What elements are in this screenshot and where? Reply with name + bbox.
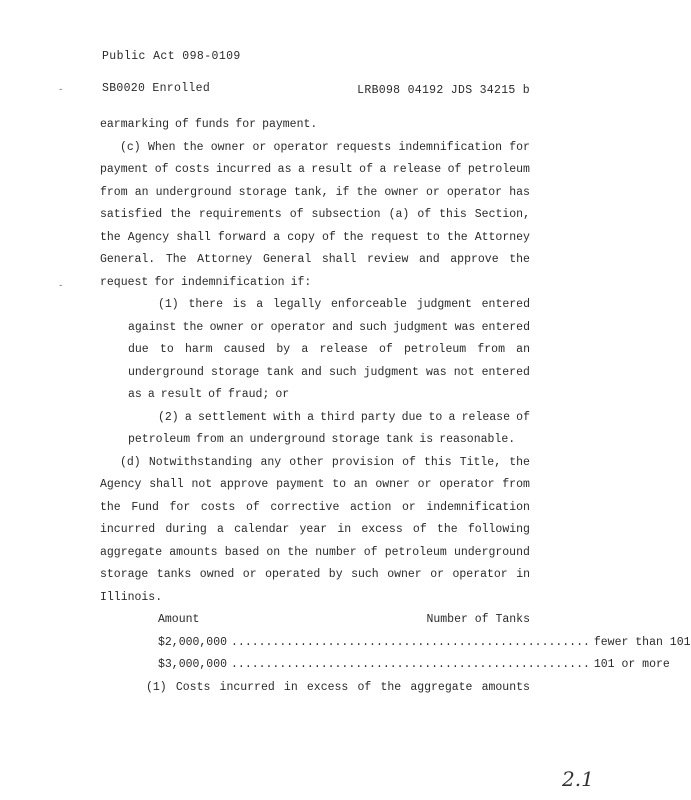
word: of [289, 208, 304, 221]
lrb-number: LRB098 04192 JDS 34215 b [357, 84, 530, 97]
word: the [170, 208, 191, 221]
word: Title, [459, 455, 502, 469]
word: an [134, 185, 149, 199]
word: a [297, 163, 305, 176]
word: enforceable [331, 298, 407, 311]
word: underground [249, 433, 326, 446]
word: entered [481, 320, 530, 334]
word: approve [220, 478, 269, 491]
word: petroleum [128, 433, 191, 446]
amount-cell: $2,000,000 [158, 635, 228, 649]
word: request [100, 275, 149, 289]
word: party [360, 410, 396, 424]
word: result [311, 163, 353, 176]
word: shall [176, 230, 211, 244]
word: of [208, 388, 222, 401]
word: owner [209, 320, 245, 334]
dot-leader: .................................................... [231, 635, 590, 649]
word: fraud; [227, 388, 270, 401]
word: operator [452, 568, 508, 581]
word: underground [155, 185, 232, 199]
word: the [436, 523, 458, 536]
text-line [100, 294, 530, 317]
amount-cell: $3,000,000 [158, 658, 228, 671]
word: owner [387, 568, 422, 581]
word: in [283, 680, 298, 694]
word: operator [446, 185, 503, 199]
word: tank [385, 433, 414, 446]
word: earmarking [100, 118, 170, 131]
word: (c) [120, 140, 141, 154]
word: the [182, 320, 204, 334]
word: Agency [127, 230, 170, 244]
word: year [299, 523, 328, 536]
word: amounts [169, 545, 218, 559]
word: was [425, 365, 447, 379]
word: the [287, 545, 309, 559]
word: the [509, 253, 530, 266]
margin-mark: - [58, 85, 64, 95]
word: reasonable. [439, 433, 516, 446]
word: entered [481, 365, 530, 379]
word: (1) [146, 680, 167, 694]
text-line [100, 182, 530, 205]
word: petroleum [404, 343, 467, 356]
word: shall [321, 253, 357, 266]
word: tank, [294, 185, 329, 199]
word: and [418, 253, 440, 266]
text-line [100, 362, 530, 385]
word: is [232, 298, 247, 311]
word: the [446, 230, 468, 244]
word: (2) [158, 410, 179, 424]
word: storage [100, 568, 149, 581]
word: by [276, 343, 291, 356]
word: The [165, 253, 187, 266]
word: on [266, 545, 281, 559]
word: calendar [234, 523, 290, 536]
word: (d) [120, 455, 141, 469]
word: or [252, 140, 267, 154]
word: from [477, 343, 505, 356]
word: of [245, 500, 260, 514]
word: Costs [175, 680, 211, 694]
word: Agency [100, 478, 142, 491]
word: of [357, 680, 372, 694]
word: corrective [270, 500, 340, 514]
word: of [363, 545, 378, 559]
word: with [273, 410, 301, 424]
word: due [128, 343, 149, 356]
word: number [315, 545, 357, 559]
word: shall [149, 478, 184, 491]
word: release [319, 343, 368, 356]
word: not [453, 365, 475, 379]
text-line [100, 497, 530, 520]
handwritten-page-number: 2.1 [562, 767, 594, 791]
word: release [461, 410, 510, 424]
word: operator [273, 140, 329, 154]
word: petroleum [384, 545, 447, 559]
word: requests [336, 140, 392, 154]
word: costs [175, 163, 210, 176]
table-row [100, 632, 691, 655]
word: or [417, 478, 432, 491]
word: for [235, 118, 257, 131]
word: an [353, 478, 368, 491]
word: settlement [198, 410, 268, 424]
word: and [301, 365, 322, 379]
word: of [321, 230, 336, 244]
word: by [328, 568, 343, 581]
word: payment [276, 478, 325, 491]
word: the [100, 230, 121, 244]
word: due [401, 410, 423, 424]
word: a [307, 410, 314, 424]
word: of [154, 163, 169, 176]
word: forward [217, 230, 267, 244]
word: storage [238, 185, 287, 199]
word: satisfied [100, 208, 163, 221]
text-line [100, 249, 530, 272]
word: amounts [481, 680, 530, 694]
word: or [401, 500, 416, 514]
word: request [370, 230, 419, 244]
word: not [191, 478, 213, 491]
word: indemnification [181, 275, 285, 289]
word: if: [290, 275, 312, 289]
word: storage [331, 433, 380, 446]
text-line [100, 272, 530, 295]
word: in [337, 523, 352, 536]
word: and [332, 320, 353, 334]
text-line [100, 137, 530, 160]
text-line [100, 227, 530, 250]
word: payment. [262, 118, 318, 131]
word: other [289, 455, 324, 469]
word: of [379, 343, 393, 356]
word: indemnification [398, 140, 502, 154]
word: any [260, 455, 282, 469]
word: as [277, 163, 292, 176]
table-header [100, 609, 530, 632]
word: entered [481, 298, 530, 311]
word: incurred [219, 680, 275, 694]
word: an [229, 433, 244, 446]
document-body [100, 114, 691, 699]
word: owner [375, 478, 410, 491]
text-line [100, 564, 530, 587]
word: as [128, 388, 142, 401]
word: tank [266, 365, 295, 379]
word: caused [223, 343, 266, 356]
dot-leader: .................................................... [231, 658, 590, 671]
word: of [516, 410, 530, 424]
word: judgment [416, 298, 472, 311]
word: the [356, 185, 378, 199]
word: or [242, 568, 257, 581]
word: a [301, 343, 309, 356]
word: requirements [198, 208, 282, 221]
word: payment [100, 163, 149, 176]
word: a [273, 230, 281, 244]
word: owner [384, 185, 419, 199]
word: incurred [100, 523, 156, 536]
word: legally [272, 298, 322, 311]
word: to [332, 478, 346, 491]
tanks-cell: 101 or more [593, 658, 670, 671]
word: against [128, 320, 177, 334]
word: General [262, 253, 312, 266]
table-row [100, 654, 670, 677]
word: of [412, 523, 427, 536]
text-line [100, 114, 530, 137]
text-line [100, 474, 530, 497]
text-line [100, 452, 530, 475]
margin-mark: - [58, 281, 64, 291]
word: a [379, 163, 387, 176]
word: funds [194, 118, 230, 131]
word: this [423, 455, 452, 469]
word: during [165, 523, 207, 536]
word: operator [439, 478, 495, 491]
word: to [159, 343, 174, 356]
word: the [380, 680, 402, 694]
word: of [417, 208, 432, 221]
word: operated [265, 568, 321, 581]
text-line [100, 407, 530, 430]
word: or [275, 388, 290, 401]
word: Section, [474, 208, 530, 221]
text-line [100, 204, 530, 227]
word: aggregate [100, 545, 163, 559]
word: underground [453, 545, 530, 559]
text-line [100, 677, 530, 700]
word: based [224, 545, 260, 559]
word: such [351, 568, 379, 581]
word: or [425, 185, 440, 199]
word: has [509, 185, 530, 199]
word: indemnification [426, 500, 530, 514]
word: result [160, 388, 203, 401]
word: from [196, 433, 224, 446]
word: provision [331, 455, 394, 469]
word: for [169, 500, 191, 514]
text-line [100, 384, 530, 407]
word: in [516, 568, 530, 581]
word: such [328, 365, 357, 379]
word: storage [211, 365, 260, 379]
word: if [335, 185, 350, 199]
word: such [359, 320, 387, 334]
bill-number: SB0020 Enrolled [102, 82, 211, 95]
word: harm [184, 343, 213, 356]
word: was [454, 320, 476, 334]
word: to [428, 410, 443, 424]
text-line [100, 587, 530, 610]
word: (a) [388, 208, 410, 221]
word: the [182, 140, 204, 154]
word: this [439, 208, 467, 221]
word: excess [306, 680, 349, 694]
text-line [100, 339, 530, 362]
word: judgment [393, 320, 449, 334]
text-line [100, 317, 530, 340]
word: judgment [363, 365, 419, 379]
word: Illinois. [100, 590, 163, 604]
word: aggregate [410, 680, 473, 694]
word: following [467, 523, 530, 536]
word: action [349, 500, 392, 514]
word: for [154, 275, 176, 289]
word: the [100, 500, 121, 514]
public-act-number: Public Act 098-0109 [102, 50, 241, 63]
word: from [100, 185, 128, 199]
word: petroleum [467, 163, 530, 176]
word: of [402, 455, 416, 469]
word: (1) [158, 298, 179, 311]
word: operator [270, 320, 326, 334]
word: of [359, 163, 373, 176]
word: a [147, 388, 155, 401]
word: or [250, 320, 265, 334]
word: of [447, 163, 462, 176]
word: an [516, 343, 530, 356]
word: is [419, 433, 434, 446]
word: release [392, 163, 442, 176]
word: third [320, 410, 355, 424]
col-tanks-header: Number of Tanks [426, 613, 530, 626]
word: Attorney [474, 230, 530, 244]
word: Fund [131, 500, 159, 514]
word: excess [361, 523, 403, 536]
word: for [509, 140, 530, 154]
word: When [147, 140, 176, 154]
word: a [184, 410, 192, 424]
word: costs [200, 500, 236, 514]
word: from [502, 478, 530, 491]
word: a [448, 410, 456, 424]
word: of [175, 118, 189, 131]
text-line [100, 159, 530, 182]
word: to [426, 230, 440, 244]
word: or [430, 568, 444, 581]
word: the [342, 230, 364, 244]
word: review [366, 253, 409, 266]
word: Notwithstanding [148, 455, 253, 469]
word: there [188, 298, 223, 311]
col-amount-header: Amount [158, 613, 200, 626]
word: owner [210, 140, 246, 154]
word: subsection [311, 208, 381, 221]
word: Attorney [197, 253, 253, 266]
word: a [256, 298, 264, 311]
word: tanks [156, 568, 192, 581]
text-line [100, 429, 530, 452]
word: a [217, 523, 224, 536]
word: General. [100, 253, 156, 266]
word: copy [287, 230, 315, 244]
word: approve [450, 253, 499, 266]
text-line [100, 542, 530, 565]
tanks-cell: fewer than 101 [593, 635, 691, 649]
word: incurred [216, 163, 272, 176]
word: the [509, 455, 530, 469]
text-line [100, 519, 530, 542]
word: underground [128, 365, 204, 379]
word: owned [199, 568, 235, 581]
